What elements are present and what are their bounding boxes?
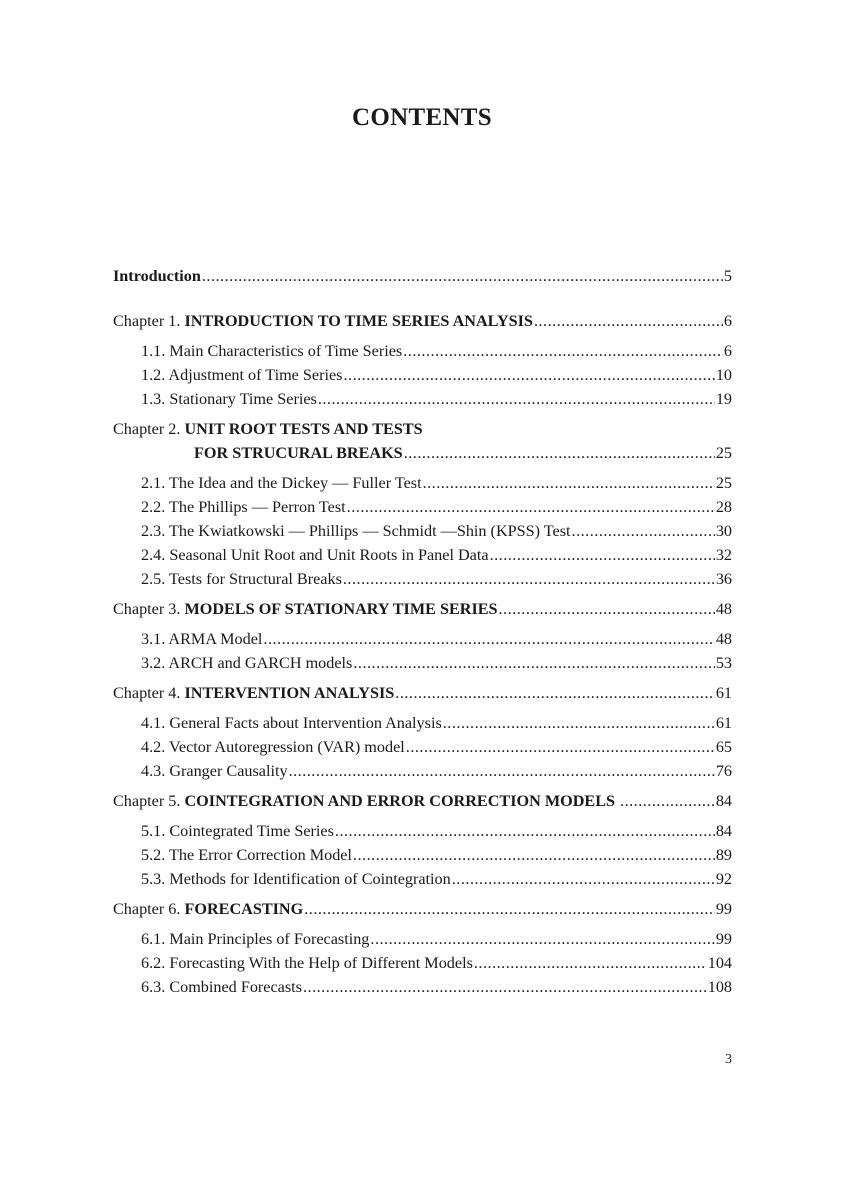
toc-page-number: 92 bbox=[715, 870, 732, 888]
toc-chapter-2-continued bbox=[113, 441, 732, 465]
chapter-prefix: Chapter 5. bbox=[113, 792, 181, 810]
chapter-title: INTRODUCTION TO TIME SERIES ANALYSIS bbox=[184, 312, 533, 330]
dot-leader bbox=[452, 867, 715, 891]
toc-section bbox=[113, 387, 732, 411]
dot-leader bbox=[202, 264, 723, 288]
toc-section bbox=[113, 819, 732, 843]
toc-section bbox=[113, 735, 732, 759]
toc-section bbox=[113, 651, 732, 675]
table-of-contents bbox=[113, 264, 732, 999]
dot-leader bbox=[499, 597, 715, 621]
chapter-title: UNIT ROOT TESTS AND TESTS bbox=[184, 420, 423, 438]
toc-section bbox=[113, 567, 732, 591]
toc-page-number: 5 bbox=[723, 267, 732, 285]
toc-section bbox=[113, 495, 732, 519]
toc-page-number: 25 bbox=[715, 444, 732, 462]
toc-section bbox=[113, 339, 732, 363]
toc-page-number: 89 bbox=[715, 846, 732, 864]
toc-section bbox=[113, 759, 732, 783]
section-label: 3.2. ARCH and GARCH models bbox=[141, 654, 353, 672]
dot-leader bbox=[343, 363, 714, 387]
toc-page-number: 6 bbox=[723, 312, 732, 330]
toc-page-number: 28 bbox=[715, 498, 732, 516]
section-label: 5.3. Methods for Identification of Cointegration bbox=[141, 870, 451, 888]
section-label: 1.3. Stationary Time Series bbox=[141, 390, 317, 408]
chapter-title: MODELS OF STATIONARY TIME SERIES bbox=[184, 600, 498, 618]
toc-section bbox=[113, 843, 732, 867]
dot-leader bbox=[318, 387, 715, 411]
chapter-prefix: Chapter 3. bbox=[113, 600, 181, 618]
toc-chapter-6 bbox=[113, 897, 732, 921]
toc-section bbox=[113, 471, 732, 495]
toc-page-number: 61 bbox=[715, 714, 732, 732]
toc-page-number: 25 bbox=[715, 474, 732, 492]
dot-leader bbox=[335, 819, 715, 843]
toc-chapter-3 bbox=[113, 597, 732, 621]
toc-chapter-2 bbox=[113, 417, 732, 441]
dot-leader bbox=[263, 627, 714, 651]
toc-page-number: 48 bbox=[715, 630, 732, 648]
toc-page-number: 6 bbox=[723, 342, 732, 360]
chapter-prefix: Chapter 2. bbox=[113, 420, 181, 438]
toc-page-number: 53 bbox=[715, 654, 732, 672]
toc-page-number: 104 bbox=[707, 954, 732, 972]
toc-chapter-1 bbox=[113, 309, 732, 333]
toc-section bbox=[113, 627, 732, 651]
dot-leader bbox=[404, 441, 715, 465]
section-label: 1.1. Main Characteristics of Time Series bbox=[141, 342, 403, 360]
toc-page-number: 48 bbox=[715, 600, 732, 618]
dot-leader bbox=[406, 735, 715, 759]
dot-leader bbox=[347, 495, 715, 519]
toc-chapter-4 bbox=[113, 681, 732, 705]
dot-leader bbox=[353, 651, 714, 675]
toc-chapter-5 bbox=[113, 789, 732, 813]
toc-section bbox=[113, 951, 732, 975]
chapter-title: COINTEGRATION AND ERROR CORRECTION MODELS bbox=[184, 792, 616, 810]
section-label: 2.5. Tests for Structural Breaks bbox=[141, 570, 342, 588]
dot-leader bbox=[370, 927, 714, 951]
toc-page-number: 65 bbox=[715, 738, 732, 756]
dot-leader bbox=[304, 897, 715, 921]
dot-leader bbox=[443, 711, 715, 735]
dot-leader bbox=[572, 519, 715, 543]
toc-page-number: 76 bbox=[715, 762, 732, 780]
dot-leader bbox=[534, 309, 723, 333]
dot-leader bbox=[423, 471, 715, 495]
dot-leader bbox=[303, 975, 707, 999]
section-label: 4.2. Vector Autoregression (VAR) model bbox=[141, 738, 405, 756]
section-label: 2.3. The Kwiatkowski — Phillips — Schmidt —Shin (KPSS) Test bbox=[141, 522, 571, 540]
chapter-prefix: Chapter 4. bbox=[113, 684, 181, 702]
section-label: 4.3. Granger Causality bbox=[141, 762, 288, 780]
page-title: CONTENTS bbox=[352, 104, 492, 131]
section-label: 1.2. Adjustment of Time Series bbox=[141, 366, 343, 384]
section-label: 2.2. The Phillips — Perron Test bbox=[141, 498, 346, 516]
toc-introduction-label: Introduction bbox=[113, 267, 201, 285]
dot-leader bbox=[289, 759, 715, 783]
toc-section bbox=[113, 519, 732, 543]
toc-page-number: 10 bbox=[715, 366, 732, 384]
dot-leader bbox=[353, 843, 715, 867]
chapter-title-continued: FOR STRUCURAL BREAKS bbox=[194, 444, 403, 462]
section-label: 3.1. ARMA Model bbox=[141, 630, 263, 648]
toc-section bbox=[113, 363, 732, 387]
dot-leader bbox=[343, 567, 715, 591]
section-label: 6.2. Forecasting With the Help of Different Models bbox=[141, 954, 473, 972]
section-label: 6.3. Combined Forecasts bbox=[141, 978, 302, 996]
dot-leader bbox=[474, 951, 707, 975]
toc-page-number: 61 bbox=[715, 684, 732, 702]
toc-section bbox=[113, 867, 732, 891]
toc-page-number: 36 bbox=[715, 570, 732, 588]
toc-page-number: 19 bbox=[715, 390, 732, 408]
toc-section bbox=[113, 711, 732, 735]
toc-page-number: 108 bbox=[707, 978, 732, 996]
toc-page-number: 99 bbox=[715, 900, 732, 918]
chapter-title: FORECASTING bbox=[184, 900, 304, 918]
section-label: 4.1. General Facts about Intervention Analysis bbox=[141, 714, 442, 732]
toc-section bbox=[113, 927, 732, 951]
dot-leader bbox=[395, 681, 715, 705]
toc-page-number: 84 bbox=[715, 822, 732, 840]
chapter-title: INTERVENTION ANALYSIS bbox=[184, 684, 395, 702]
toc-entry-introduction bbox=[113, 264, 732, 288]
toc-page-number: 30 bbox=[715, 522, 732, 540]
chapter-prefix: Chapter 1. bbox=[113, 312, 181, 330]
section-label: 6.1. Main Principles of Forecasting bbox=[141, 930, 370, 948]
section-label: 5.1. Cointegrated Time Series bbox=[141, 822, 334, 840]
section-label: 5.2. The Error Correction Model bbox=[141, 846, 352, 864]
dot-leader bbox=[403, 339, 723, 363]
toc-page-number: 84 bbox=[715, 792, 732, 810]
page-number-footer: 3 bbox=[725, 1052, 732, 1067]
toc-page-number: 99 bbox=[715, 930, 732, 948]
section-label: 2.1. The Idea and the Dickey — Fuller Test bbox=[141, 474, 422, 492]
chapter-prefix: Chapter 6. bbox=[113, 900, 181, 918]
toc-section bbox=[113, 975, 732, 999]
toc-page-number: 32 bbox=[715, 546, 732, 564]
toc-section bbox=[113, 543, 732, 567]
dot-leader bbox=[620, 789, 715, 813]
section-label: 2.4. Seasonal Unit Root and Unit Roots in Panel Data bbox=[141, 546, 489, 564]
dot-leader bbox=[490, 543, 715, 567]
